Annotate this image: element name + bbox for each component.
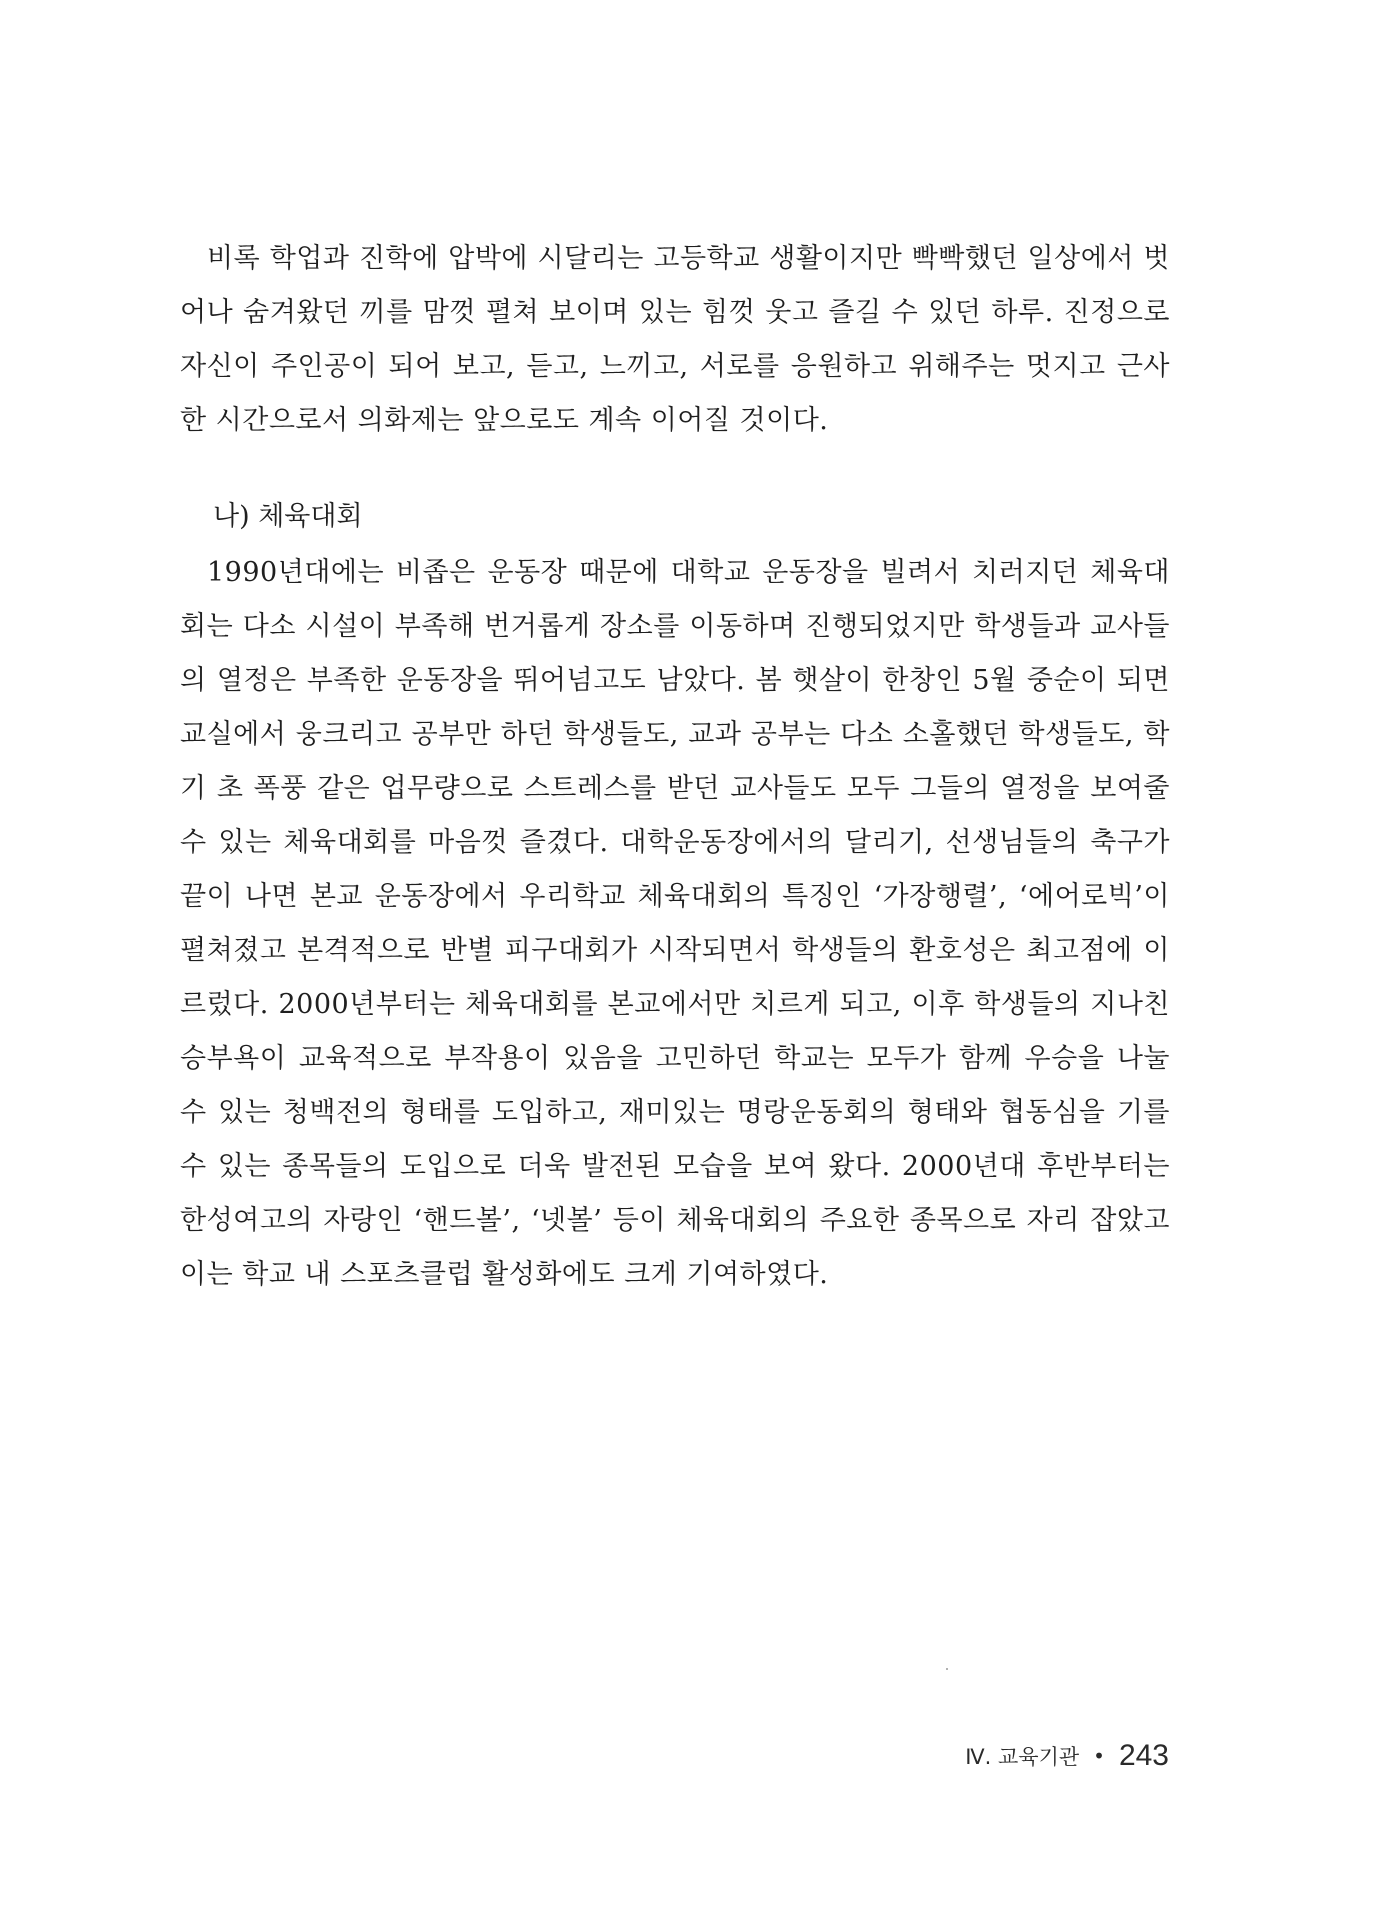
paragraph-text: 비록 학업과 진학에 압박에 시달리는 고등학교 생활이지만 빡빡했던 일상에서 벗어나 숨겨왔던 끼를 맘껏 펼쳐 보이며 있는 힘껏 웃고 즐길 수 있던 하루. 진정으로 자신이 주인공이 되어 보고, 듣고, 느끼고, 서로를 응원하고 위해주는 멋지고 근사한 시간으로서 의화제는 앞으로도 계속 이어질 것이다. — [180, 243, 1170, 436]
scan-speck — [946, 1668, 948, 1670]
body-paragraph-2 — [180, 546, 1170, 1302]
page-footer — [965, 1736, 1169, 1776]
paragraph-text: 1990년대에는 비좁은 운동장 때문에 대학교 운동장을 빌려서 치러지던 체육대회는 다소 시설이 부족해 번거롭게 장소를 이동하며 진행되었지만 학생들과 교사들의 열정은 부족한 운동장을 뛰어넘고도 남았다. 봄 햇살이 한창인 5월 중순이 되면 교실에서 웅크리고 공부만 하던 학생들도, 교과 공부는 다소 소홀했던 학생들도, 학기 초 폭풍 같은 업무량으로 스트레스를 받던 교사들도 모두 그들의 열정을 보여줄 수 있는 체육대회를 마음껏 즐겼다. 대학운동장에서의 달리기, 선생님들의 축구가 끝이 나면 본교 운동장에서 우리학교 체육대회의 특징인 ‘가장행렬’, ‘에어로빅’이 펼쳐졌고 본격적으로 반별 피구대회가 시작되면서 학생들의 환호성은 최고점에 이르렀다. 2000년부터는 체육대회를 본교에서만 치르게 되고, 이후 학생들의 지나친 승부욕이 교육적으로 부작용이 있음을 고민하던 학교는 모두가 함께 우승을 나눌 수 있는 청백전의 형태를 도입하고, 재미있는 명랑운동회의 형태와 협동심을 기를 수 있는 종목들의 도입으로 더욱 발전된 모습을 보여 왔다. 2000년대 후반부터는 한성여고의 자랑인 ‘핸드볼’, ‘넷볼’ 등이 체육대회의 주요한 종목으로 자리 잡았고 이는 학교 내 스포츠클럽 활성화에도 크게 기여하였다. — [180, 557, 1170, 1290]
bullet-icon: • — [1093, 1744, 1105, 1768]
footer-chapter-title: Ⅳ. 교육기관 — [965, 1745, 1080, 1769]
body-paragraph-1 — [180, 232, 1170, 448]
page-number: 243 — [1118, 1739, 1169, 1772]
section-heading: 나) 체육대회 — [213, 501, 363, 532]
